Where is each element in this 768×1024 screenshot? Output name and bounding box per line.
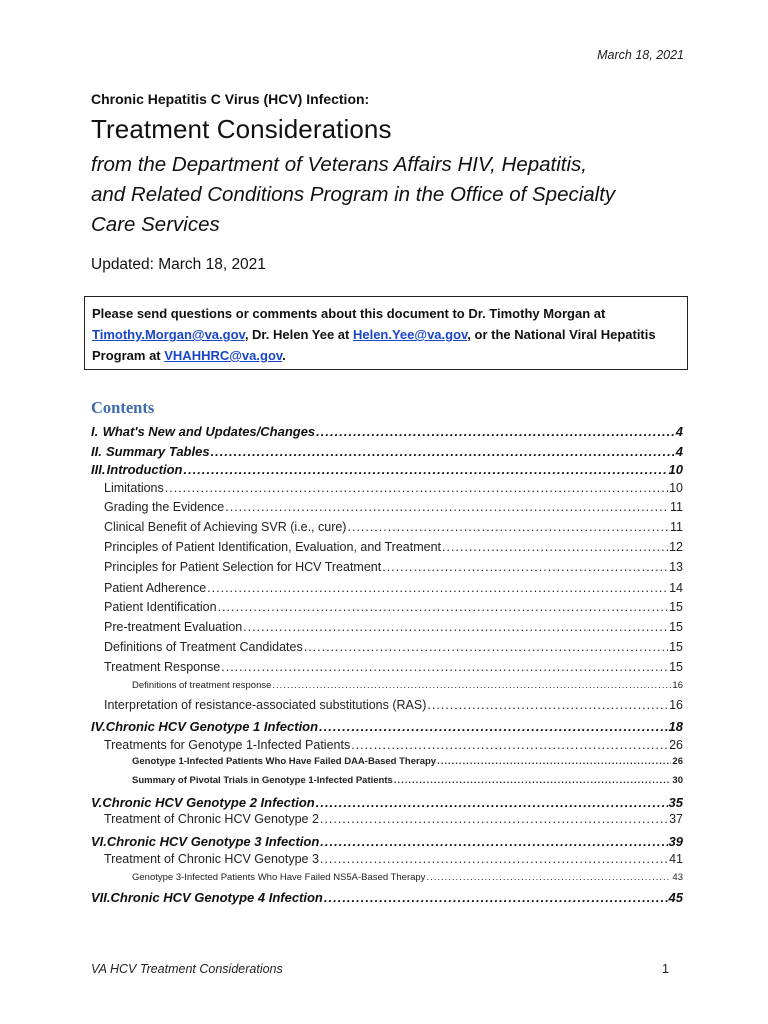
toc-entry-label: Chronic HCV Genotype 3 Infection xyxy=(106,834,320,849)
email-link-timothy-morgan[interactable]: Timothy.Morgan@va.gov xyxy=(92,327,245,342)
toc-entry[interactable] xyxy=(104,581,683,595)
contact-text: , Dr. Helen Yee at xyxy=(244,327,353,342)
toc-entry-label: Definitions of Treatment Candidates xyxy=(104,640,303,654)
toc-entry-label: Pre-treatment Evaluation xyxy=(104,620,243,634)
toc-entry-label: Chronic HCV Genotype 4 Infection xyxy=(110,890,323,905)
document-title: Treatment Considerations xyxy=(91,114,392,144)
toc-dot-leader xyxy=(243,620,668,634)
toc-entry-page: 18 xyxy=(668,719,683,734)
toc-entry-number: I. xyxy=(91,424,99,439)
toc-entry-page: 14 xyxy=(669,581,683,595)
toc-entry-page: 26 xyxy=(672,756,683,767)
toc-dot-leader xyxy=(221,660,668,674)
toc-entry-page: 4 xyxy=(675,444,683,459)
toc-entry-page: 11 xyxy=(670,500,683,514)
toc-entry[interactable] xyxy=(104,852,683,866)
toc-dot-leader xyxy=(324,890,668,905)
toc-entry-label: Limitations xyxy=(104,481,164,495)
toc-entry-page: 15 xyxy=(669,660,683,674)
toc-entry[interactable] xyxy=(132,872,683,883)
toc-entry-label: Treatments for Genotype 1-Infected Patients xyxy=(104,738,351,752)
toc-entry[interactable] xyxy=(91,462,683,477)
toc-entry[interactable] xyxy=(91,834,683,849)
toc-entry-label: Introduction xyxy=(106,462,183,477)
toc-entry-label: Patient Identification xyxy=(104,600,217,614)
document-subtitle: Chronic Hepatitis C Virus (HCV) Infection: xyxy=(91,91,370,107)
toc-entry[interactable] xyxy=(104,660,683,674)
toc-entry-label: Chronic HCV Genotype 2 Infection xyxy=(102,795,315,810)
toc-entry-page: 13 xyxy=(669,560,683,574)
toc-entry-label: Clinical Benefit of Achieving SVR (i.e., cure) xyxy=(104,520,347,534)
toc-dot-leader xyxy=(394,775,672,786)
toc-entry[interactable] xyxy=(132,756,683,767)
toc-entry-label: Grading the Evidence xyxy=(104,500,225,514)
toc-dot-leader xyxy=(316,424,675,439)
toc-entry-page: 43 xyxy=(672,872,683,883)
toc-dot-leader xyxy=(442,540,668,554)
contact-box xyxy=(84,296,688,370)
document-source xyxy=(91,150,691,240)
toc-entry[interactable] xyxy=(104,481,683,495)
toc-dot-leader xyxy=(382,560,668,574)
toc-dot-leader xyxy=(351,738,668,752)
toc-entry[interactable] xyxy=(132,775,683,786)
contact-text: . xyxy=(282,348,286,363)
toc-dot-leader xyxy=(320,812,668,826)
toc-entry-label: Interpretation of resistance-associated substitutions (RAS) xyxy=(104,698,427,712)
updated-date: Updated: March 18, 2021 xyxy=(91,256,266,273)
toc-dot-leader xyxy=(320,852,668,866)
toc-entry-page: 15 xyxy=(669,600,683,614)
toc-entry[interactable] xyxy=(132,680,683,691)
contact-text: Program at xyxy=(92,348,165,363)
toc-dot-leader xyxy=(427,698,668,712)
toc-entry-page: 35 xyxy=(668,795,683,810)
toc-dot-leader xyxy=(183,462,667,477)
toc-entry[interactable] xyxy=(104,698,683,712)
toc-entry-page: 15 xyxy=(669,640,683,654)
toc-dot-leader xyxy=(426,872,671,883)
toc-entry-label: Treatment of Chronic HCV Genotype 3 xyxy=(104,852,319,866)
toc-entry[interactable] xyxy=(91,424,683,439)
source-line: Care Services xyxy=(91,213,220,236)
toc-dot-leader xyxy=(272,680,671,691)
toc-entry-label: Patient Adherence xyxy=(104,581,207,595)
toc-dot-leader xyxy=(304,640,668,654)
toc-entry-label: Treatment Response xyxy=(104,660,221,674)
toc-entry-label: Chronic HCV Genotype 1 Infection xyxy=(105,719,319,734)
toc-entry-label: Summary Tables xyxy=(106,444,210,459)
toc-dot-leader xyxy=(218,600,669,614)
toc-entry-page: 11 xyxy=(670,520,683,534)
toc-entry[interactable] xyxy=(104,560,683,574)
footer-page-number: 1 xyxy=(662,962,669,976)
toc-entry-number: VI. xyxy=(91,834,107,849)
toc-dot-leader xyxy=(437,756,671,767)
toc-entry-page: 45 xyxy=(668,890,683,905)
toc-entry-number: IV. xyxy=(91,719,106,734)
toc-entry-number: V. xyxy=(91,795,103,810)
toc-dot-leader xyxy=(207,581,668,595)
toc-entry[interactable] xyxy=(104,738,683,752)
toc-entry-number: III. xyxy=(91,462,106,477)
toc-entry[interactable] xyxy=(104,620,683,634)
email-link-helen-yee[interactable]: Helen.Yee@va.gov xyxy=(352,327,468,342)
toc-entry-page: 30 xyxy=(672,775,683,786)
toc-entry-number: II. xyxy=(91,444,102,459)
toc-entry-label: What's New and Updates/Changes xyxy=(102,424,316,439)
toc-entry-label: Definitions of treatment response xyxy=(132,680,272,691)
footer-document-name: VA HCV Treatment Considerations xyxy=(91,962,283,976)
source-line: from the Department of Veterans Affairs HIV, Hepatitis, xyxy=(91,153,587,176)
toc-entry-page: 10 xyxy=(669,481,683,495)
toc-entry-label: Principles of Patient Identification, Evaluation, and Treatment xyxy=(104,540,441,554)
toc-entry-page: 10 xyxy=(668,462,683,477)
toc-entry[interactable] xyxy=(104,600,683,614)
toc-entry[interactable] xyxy=(104,520,683,534)
email-link-vhahhrc[interactable]: VHAHHRC@va.gov xyxy=(164,348,283,363)
toc-entry-page: 41 xyxy=(669,852,683,866)
toc-entry[interactable] xyxy=(91,795,683,810)
toc-entry-page: 16 xyxy=(669,698,683,712)
toc-dot-leader xyxy=(211,444,675,459)
toc-dot-leader xyxy=(320,834,667,849)
toc-entry[interactable] xyxy=(104,500,683,514)
toc-dot-leader xyxy=(319,719,667,734)
contact-text: , or the National Viral Hepatitis xyxy=(467,327,656,342)
toc-entry-page: 15 xyxy=(669,620,683,634)
toc-entry-page: 16 xyxy=(672,680,683,691)
toc-entry[interactable] xyxy=(104,540,683,554)
toc-dot-leader xyxy=(316,795,668,810)
contact-text: Please send questions or comments about this document to Dr. Timothy Morgan at xyxy=(92,306,606,321)
toc-dot-leader xyxy=(225,500,669,514)
toc-entry-label: Summary of Pivotal Trials in Genotype 1-Infected Patients xyxy=(132,775,393,786)
document-date: March 18, 2021 xyxy=(597,48,684,62)
toc-entry[interactable] xyxy=(104,812,683,826)
toc-entry-label: Principles for Patient Selection for HCV Treatment xyxy=(104,560,382,574)
toc-entry[interactable] xyxy=(104,640,683,654)
toc-entry-page: 4 xyxy=(675,424,683,439)
toc-dot-leader xyxy=(165,481,668,495)
toc-entry[interactable] xyxy=(91,719,683,734)
toc-entry-label: Genotype 1-Infected Patients Who Have Failed DAA-Based Therapy xyxy=(132,756,437,767)
toc-entry-page: 26 xyxy=(669,738,683,752)
toc-dot-leader xyxy=(347,520,669,534)
toc-entry-label: Treatment of Chronic HCV Genotype 2 xyxy=(104,812,319,826)
toc-entry-page: 12 xyxy=(669,540,683,554)
toc-entry-page: 39 xyxy=(668,834,683,849)
toc-entry[interactable] xyxy=(91,890,683,905)
toc-entry-label: Genotype 3-Infected Patients Who Have Failed NS5A-Based Therapy xyxy=(132,872,426,883)
contents-heading: Contents xyxy=(91,398,155,417)
source-line: and Related Conditions Program in the Office of Specialty xyxy=(91,183,616,206)
toc-entry-page: 37 xyxy=(669,812,683,826)
toc-entry[interactable] xyxy=(91,444,683,459)
toc-entry-number: VII. xyxy=(91,890,111,905)
